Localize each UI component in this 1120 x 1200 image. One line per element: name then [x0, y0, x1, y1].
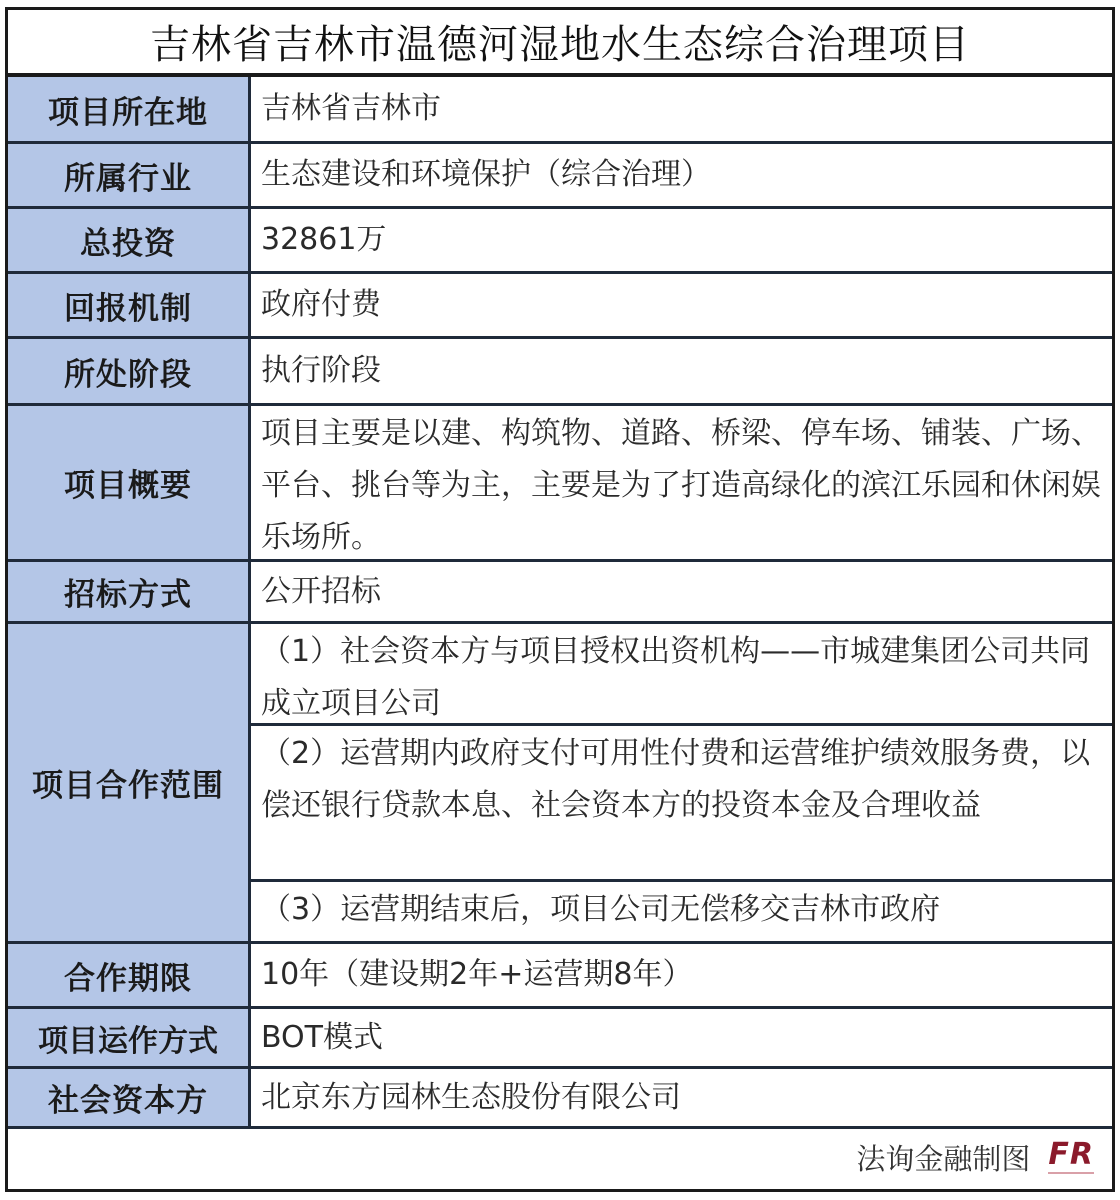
row-label: 项目运作方式 [8, 1009, 251, 1066]
row-label: 项目所在地 [8, 77, 251, 141]
row-value: 执行阶段 [261, 353, 381, 388]
row-value: 32861万 [261, 222, 387, 257]
row-value: BOT模式 [261, 1019, 383, 1055]
row-label: 招标方式 [8, 562, 251, 621]
fr-logo-icon: FR [1048, 1137, 1094, 1172]
row-label: 社会资本方 [8, 1069, 251, 1126]
row-total-investment [8, 209, 1112, 274]
row-label: 合作期限 [8, 944, 251, 1006]
row-label: 项目合作范围 [8, 624, 251, 941]
row-value: 项目主要是以建、构筑物、道路、桥梁、停车场、铺装、广场、平台、挑台等为主，主要是为了打造高绿化的滨江乐园和休闲娱乐场所。 [261, 416, 1101, 555]
scope-item: （1）社会资本方与项目授权出资机构——市城建集团公司共同成立项目公司 [251, 624, 1112, 726]
row-bidding-method [8, 562, 1112, 624]
row-value: 北京东方园林生态股份有限公司 [261, 1079, 681, 1115]
row-label: 回报机制 [8, 274, 251, 336]
project-info-table [5, 7, 1115, 1192]
row-value: 吉林省吉林市 [261, 91, 441, 126]
credit-text: 法询金融制图 [856, 1141, 1031, 1176]
footer-credit [8, 1125, 1112, 1189]
row-value: 生态建设和环境保护（综合治理） [261, 157, 711, 192]
row-value: 政府付费 [261, 287, 381, 322]
row-overview [8, 406, 1112, 562]
scope-item: （3）运营期结束后，项目公司无偿移交吉林市政府 [261, 892, 941, 927]
row-return-mechanism [8, 274, 1112, 339]
row-value: 10年（建设期2年+运营期8年） [261, 957, 693, 992]
scope-item: （2）运营期内政府支付可用性付费和运营维护绩效服务费，以偿还银行贷款本息、社会资本方的投资本金及合理收益 [251, 726, 1112, 882]
row-social-capital [8, 1069, 1112, 1129]
table-title: 吉林省吉林市温德河湿地水生态综合治理项目 [8, 10, 1112, 77]
row-value: 公开招标 [261, 573, 381, 609]
row-label: 总投资 [8, 209, 251, 271]
row-label: 所属行业 [8, 144, 251, 206]
row-cooperation-scope [8, 624, 1112, 944]
row-stage [8, 339, 1112, 406]
row-label: 所处阶段 [8, 339, 251, 403]
row-industry [8, 144, 1112, 209]
row-label: 项目概要 [8, 406, 251, 559]
row-cooperation-period [8, 944, 1112, 1009]
row-location [8, 77, 1112, 144]
row-operation-mode [8, 1009, 1112, 1069]
